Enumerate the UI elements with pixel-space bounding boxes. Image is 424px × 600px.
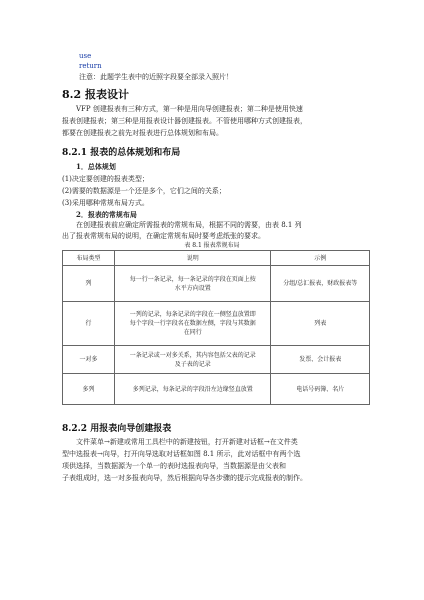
layout-heading: 2．报表的常规布局 bbox=[76, 210, 137, 219]
plan-item: (3)采用哪种常规布局方式。 bbox=[62, 199, 149, 207]
wizard-line-3: 项供选择，当数据源为一个单一的表时选报表向导，当数据源是由父表和 bbox=[62, 462, 286, 470]
section-number: 8.2 bbox=[62, 88, 82, 101]
table-cell: 电话号码簿、名片 bbox=[271, 374, 370, 405]
table-cell: 一对多 bbox=[63, 346, 115, 374]
subsection-title: 用报表向导创建报表 bbox=[90, 424, 172, 434]
table-cell bbox=[115, 374, 271, 405]
table-row bbox=[63, 302, 370, 346]
table-header: 示例 bbox=[271, 251, 370, 266]
table-cell bbox=[115, 266, 271, 302]
table-cell bbox=[115, 302, 271, 346]
table-cell-text: 多列记录，每条记录的字段沿左边缘竖直放置 bbox=[132, 385, 253, 393]
table-row bbox=[63, 374, 370, 405]
plan-item: (2)需要的数据源是一个还是多个，它们之间的关系； bbox=[62, 187, 226, 195]
plan-heading: 1．总体规划 bbox=[76, 162, 116, 171]
subsection-heading-1 bbox=[62, 145, 180, 158]
section-heading bbox=[62, 86, 129, 102]
subsection-heading-2 bbox=[62, 421, 171, 434]
table-cell-text: 一列的记录，每条记录的字段在一侧竖直放置即每个字段一行字段名在数据左侧，字段与其数据在同行 bbox=[129, 311, 256, 336]
table-cell-text: 每一行一条记录，每一条记录的字段在页面上按水平方向设置 bbox=[129, 275, 256, 292]
table-row bbox=[63, 266, 370, 302]
subsection-title: 报表的总体规划和布局 bbox=[90, 148, 181, 158]
wizard-line-2: 型中选报表→向导，打开向导选取对话框如图 8.1 所示，此对话框中有两个选 bbox=[62, 450, 301, 458]
plan-item: (1)决定要创建的报表类型； bbox=[62, 175, 149, 183]
table-cell: 发票、会计报表 bbox=[271, 346, 370, 374]
table-cell bbox=[115, 346, 271, 374]
table-cell: 分组/总汇报表，财政报表等 bbox=[271, 266, 370, 302]
wizard-line-4: 子表组成时，选一对多报表向导，然后根据向导各步骤的提示完成报表的制作。 bbox=[62, 474, 307, 482]
layout-table bbox=[62, 250, 370, 405]
wizard-line-1: 文件菜单→新建或常用工具栏中的新建按钮，打开新建对话框→在文件类 bbox=[76, 438, 298, 446]
table-cell: 多列 bbox=[63, 374, 115, 405]
table-cell: 列表 bbox=[271, 302, 370, 346]
note-text: 注意：此题学生表中的近照字段要全部录入照片！ bbox=[79, 73, 233, 81]
code-line-use: use bbox=[79, 52, 92, 60]
table-caption: 表 8.1 报表常规布局 bbox=[184, 242, 240, 249]
layout-text-line-2: 出了报表常规布局的说明，在确定常规布局时要考虑纸张的要求。 bbox=[62, 232, 265, 240]
section-title: 报表设计 bbox=[84, 88, 129, 101]
table-row bbox=[63, 346, 370, 374]
table-header: 布局类型 bbox=[63, 251, 115, 266]
table-header: 说明 bbox=[115, 251, 271, 266]
intro-line-1: VFP 创建报表有三种方式，第一种是用向导创建报表；第二种是使用快速 bbox=[76, 105, 303, 113]
subsection-number: 8.2.1 bbox=[62, 148, 88, 158]
layout-text-line-1: 在创建报表前应确定所需报表的常规布局，根据不同的需要，由表 8.1 列 bbox=[76, 221, 302, 229]
intro-line-3: 都要在创建报表之前先对报表进行总体规划和布局。 bbox=[62, 129, 223, 137]
table-cell: 列 bbox=[63, 266, 115, 302]
subsection-number: 8.2.2 bbox=[62, 424, 88, 434]
table-cell: 行 bbox=[63, 302, 115, 346]
code-line-return: return bbox=[79, 62, 102, 70]
table-header-row bbox=[63, 251, 370, 266]
table-cell-text: 一条记录或一对多关系，其内容包括父表的记录及子表的记录 bbox=[129, 351, 256, 368]
intro-line-2: 报表创建报表；第三种是用报表设计器创建报表。不管使用哪种方式创建报表， bbox=[62, 117, 307, 125]
